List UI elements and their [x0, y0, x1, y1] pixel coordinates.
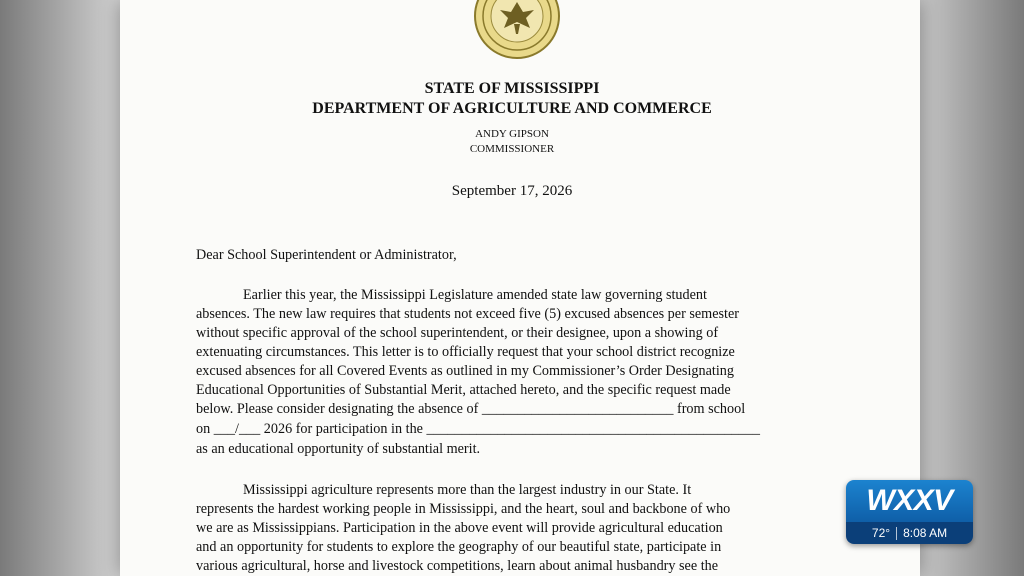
letterhead-state: STATE OF MISSISSIPPI [424, 80, 600, 97]
paragraph-2-line: and an opportunity for students to explore the geography of our beautiful state, participate in [196, 539, 722, 555]
letter-date: September 17, 2026 [451, 183, 573, 199]
state-seal [474, 0, 560, 60]
paragraph-2-line: Mississippi agriculture represents more than the largest industry in our State. It [243, 482, 692, 498]
paragraph-1-line: excused absences for all Covered Events as outlined in my Commissioner’s Order Designating [196, 363, 734, 379]
paragraph-1-line: Earlier this year, the Mississippi Legislature amended state law governing student [243, 287, 707, 303]
separator [896, 527, 897, 540]
paragraph-1-line: without specific approval of the school superintendent, or their designee, upon a showing of [196, 325, 719, 341]
letterhead-name: ANDY GIPSON [475, 128, 549, 140]
salutation: Dear School Superintendent or Administrator, [196, 247, 457, 263]
station-badge [846, 480, 973, 544]
paragraph-1-line: absences. The new law requires that students not exceed five (5) excused absences per semester [196, 306, 739, 322]
paragraph-2-line: represents the hardest working people in Mississippi, and the heart, soul and backbone of who [196, 501, 731, 517]
paragraph-1-line: Educational Opportunities of Substantial Merit, attached hereto, and the specific request made [196, 382, 731, 398]
paragraph-1-line: on ___/___ 2026 for participation in the _______________________________________________ [196, 421, 760, 437]
paragraph-1-line: as an educational opportunity of substantial merit. [196, 441, 481, 457]
letterhead-department: DEPARTMENT OF AGRICULTURE AND COMMERCE [312, 100, 712, 117]
paragraph-1-line: below. Please consider designating the absence of ___________________________ from school [196, 401, 746, 417]
letterhead-title: COMMISSIONER [469, 143, 555, 155]
station-logo: WXXV [846, 480, 973, 522]
paragraph-2-line: various agricultural, horse and livestock competitions, learn about animal husbandry see the [196, 558, 719, 574]
paragraph-1-line: extenuating circumstances. This letter is to officially request that your school district recognize [196, 344, 735, 360]
clock-time: 8:08 AM [903, 526, 948, 540]
paragraph-2-line: we are as Mississippians. Participation in the above event will provide agricultural education [196, 520, 723, 536]
station-info-bar [846, 522, 973, 544]
temperature: 72° [871, 526, 891, 540]
